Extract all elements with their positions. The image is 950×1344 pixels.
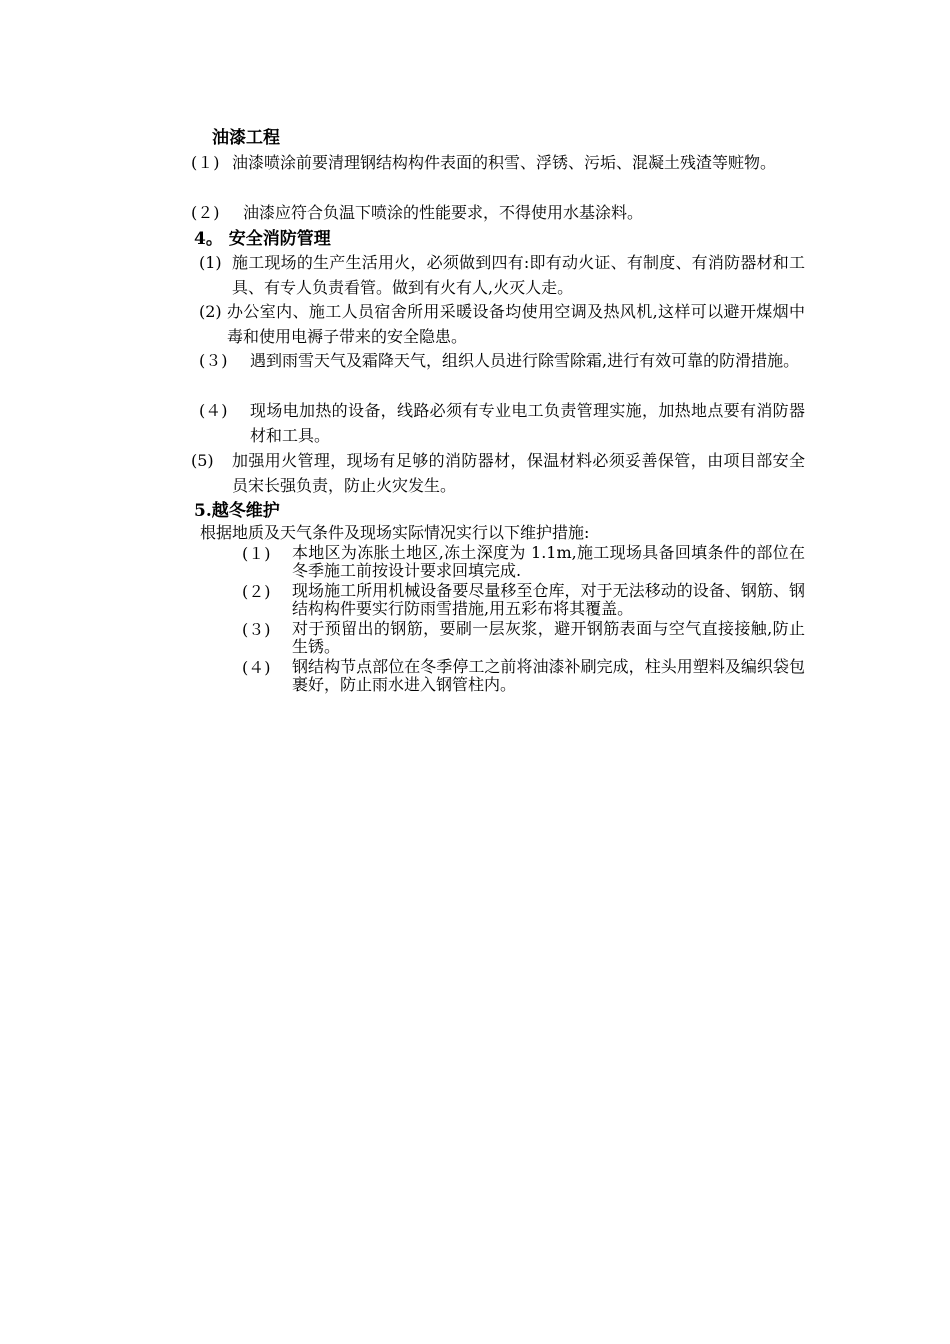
list-item-number: (1) — [199, 253, 222, 272]
section-heading-fire-safety: 4。 安全消防管理 — [194, 229, 331, 249]
list-item-number: (１) — [191, 153, 220, 172]
list-item-number: (４) — [242, 658, 271, 677]
list-item-text: 遇到雨雪天气及霜降天气，组织人员进行除雪除霜,进行有效可靠的防滑措施。 — [250, 351, 800, 370]
list-item-text: 加强用火管理，现场有足够的消防器材，保温材料必须妥善保管，由项目部安全员宋长强负责，防止火灾发生。 — [232, 451, 805, 495]
list-item-text — [232, 150, 805, 175]
list-item-text: 办公室内、施工人员宿舍所用采暖设备均使用空调及热风机,这样可以避开煤烟中毒和使用电褥子带来的安全隐患。 — [227, 302, 805, 346]
section-heading-winter-maintenance: 5.越冬维护 — [194, 501, 280, 521]
list-item-text: 现场施工所用机械设备要尽量移至仓库，对于无法移动的设备、钢筋、钢结构构件要实行防雨雪措施,用五彩布将其覆盖。 — [292, 581, 805, 618]
list-item-text: 钢结构节点部位在冬季停工之前将油漆补刷完成，柱头用塑料及编织袋包裹好，防止雨水进入钢管柱内。 — [292, 657, 805, 694]
list-item-text: 现场电加热的设备，线路必须有专业电工负责管理实施，加热地点要有消防器材和工具。 — [250, 401, 805, 445]
list-item-text: 本地区为冻胀土地区,冻土深度为 1.1m,施工现场具备回填条件的部位在冬季施工前按设计要求回填完成. — [292, 543, 805, 580]
list-item-number: (２) — [191, 203, 220, 222]
list-item-number: (２) — [242, 582, 271, 601]
list-item-number: (１) — [242, 544, 271, 563]
section-heading-paint: 油漆工程 — [212, 128, 280, 148]
list-item-text-content: 油漆喷涂前要清理钢结构构件表面的积雪、浮锈、污垢、混凝土残渣等赃物。 — [232, 153, 777, 172]
list-item-text: 施工现场的生产生活用火，必须做到四有:即有动火证、有制度、有消防器材和工具、有专人负责看管。做到有火有人,火灭人走。 — [232, 253, 805, 297]
list-item-number: (４) — [199, 401, 228, 420]
list-item-number: (5) — [191, 451, 214, 470]
list-item-text: 对于预留出的钢筋，要刷一层灰浆，避开钢筋表面与空气直接接触,防止生锈。 — [292, 619, 805, 656]
section-intro: 根据地质及天气条件及现场实际情况实行以下维护措施: — [200, 523, 590, 542]
list-item-number: (2) — [199, 302, 222, 321]
list-item-text: 油漆应符合负温下喷涂的性能要求，不得使用水基涂料。 — [243, 203, 644, 222]
list-item-number: (３) — [199, 351, 228, 370]
list-item-number: (３) — [242, 620, 271, 639]
